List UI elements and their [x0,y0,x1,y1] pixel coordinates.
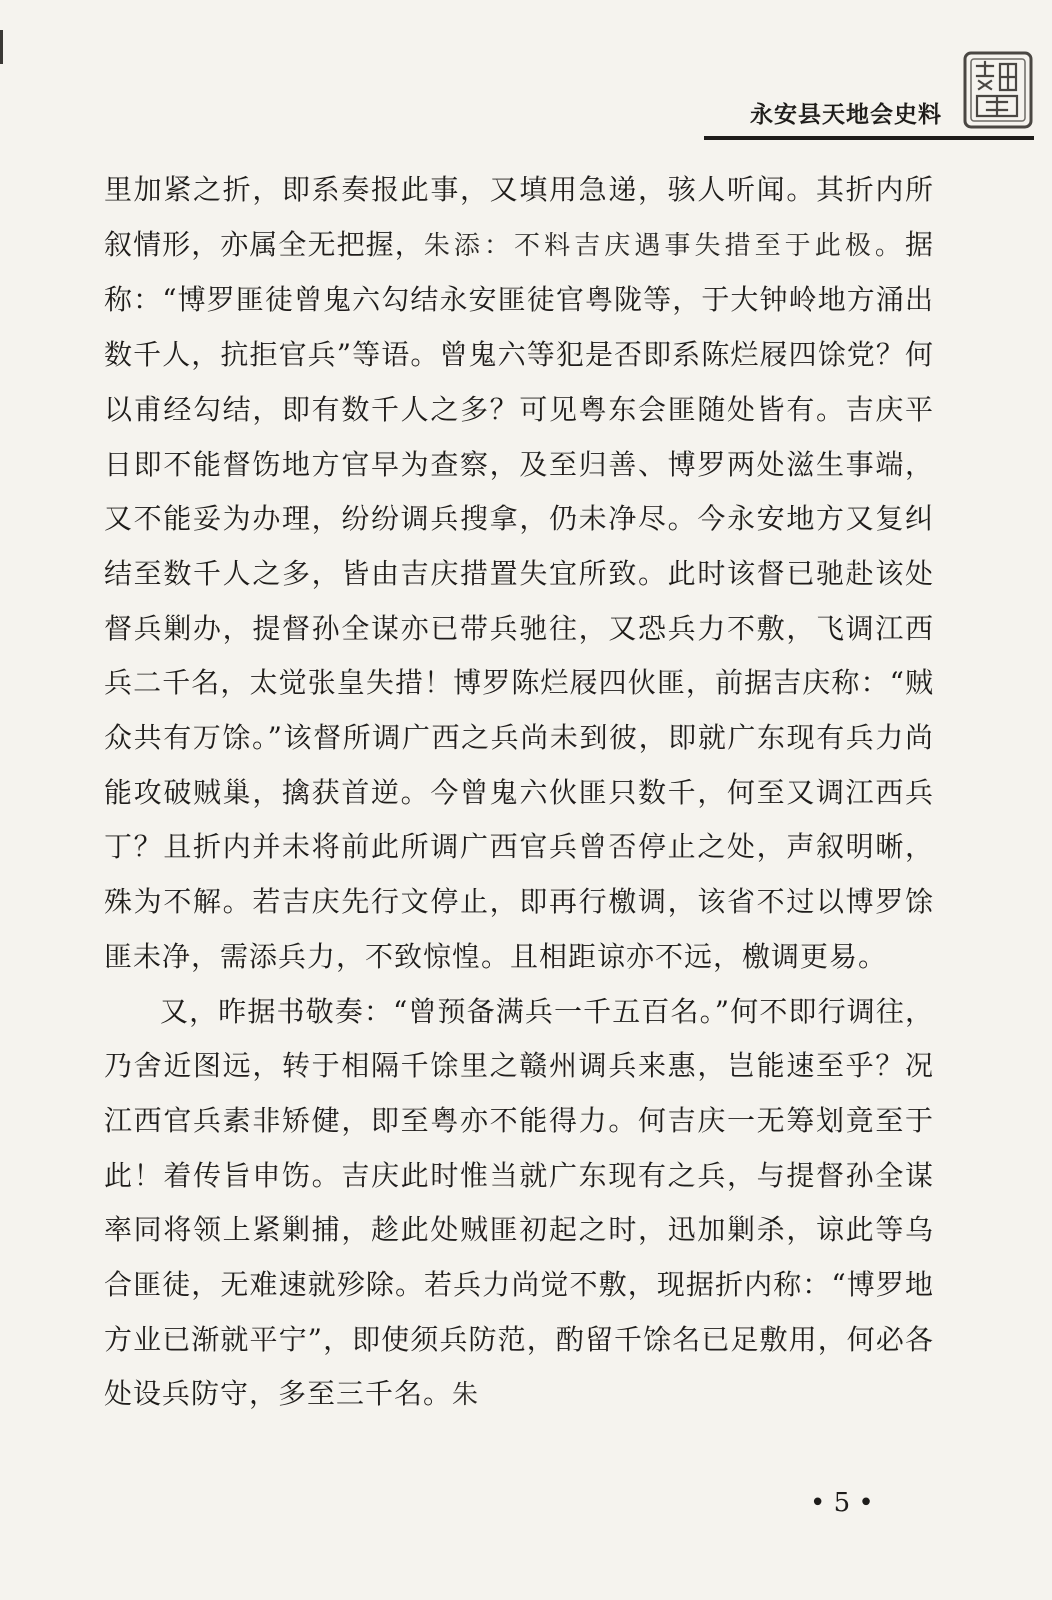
running-title: 永安县天地会史料 [750,102,942,128]
paragraph-1-text-b: 据称：“博罗匪徒曾鬼六勾结永安匪徒官粤陇等，于大钟岭地方涌出数千人，抗拒官兵”等语。曾鬼六等犯是否即系陈烂屐四馀党？何以甫经勾结，即有数千人之多？可见粤东会匪随处皆有。吉庆平日即不能督饬地方官早为查察，及至归善、博罗两处滋生事端，又不能妥为办理，纷纷调兵搜拿，仍未净尽。今永安地方又复纠结至数千人之多，皆由吉庆措置失宜所致。此时该督已驰赴该处督兵剿办，提督孙全谋亦已带兵驰往，又恐兵力不敷，飞调江西兵二千名，太觉张皇失措！博罗陈烂屐四伙匪，前据吉庆称：“贼众共有万馀。”该督所调广西之兵尚未到彼，即就广东现有兵力尚能攻破贼巢，擒获首逆。今曾鬼六伙匪只数千，何至又调江西兵丁？且折内并未将前此所调广西官兵曾否停止之处，声叙明晰，殊为不解。若吉庆先行文停止，即再行檄调，该省不过以博罗馀匪未净，需添兵力，不致惊惶。且相距谅亦不远，檄调更易。 [104,227,934,973]
document-body [104,163,934,1423]
vermilion-annotation-2: 朱 [452,1380,483,1411]
seal-stamp-icon [962,50,1034,130]
paragraph-2 [104,985,934,1424]
paragraph-2-text-a: 又，昨据书敬奏：“曾预备满兵一千五百名。”何不即行调往，乃舍近图远，转于相隔千馀里之赣州调兵来惠，岂能速至乎？况江西官兵素非矫健，即至粤亦不能得力。何吉庆一无筹划竟至于此！着传旨申饬。吉庆此时惟当就广东现有之兵，与提督孙全谋率同将领上紧剿捕，趁此处贼匪初起之时，迅加剿杀，谅此等乌合匪徒，无难速就殄除。若兵力尚觉不敷，现据折内称：“博罗地方业已渐就平宁”，即使须兵防范，酌留千馀名已足敷用，何必各处设兵防守，多至三千名。 [104,994,934,1411]
vermilion-annotation-1: 朱添：不料吉庆遇事失措至于此极。 [423,230,905,261]
page-header [0,0,1052,150]
paragraph-1 [104,163,934,985]
page-number: • 5 • [810,1488,874,1518]
header-rule [704,136,1034,140]
paragraph-1-text-a: 里加紧之折，即系奏报此事，又填用急递，骇人听闻。其折内所叙情形，亦属全无把握， [104,173,934,261]
